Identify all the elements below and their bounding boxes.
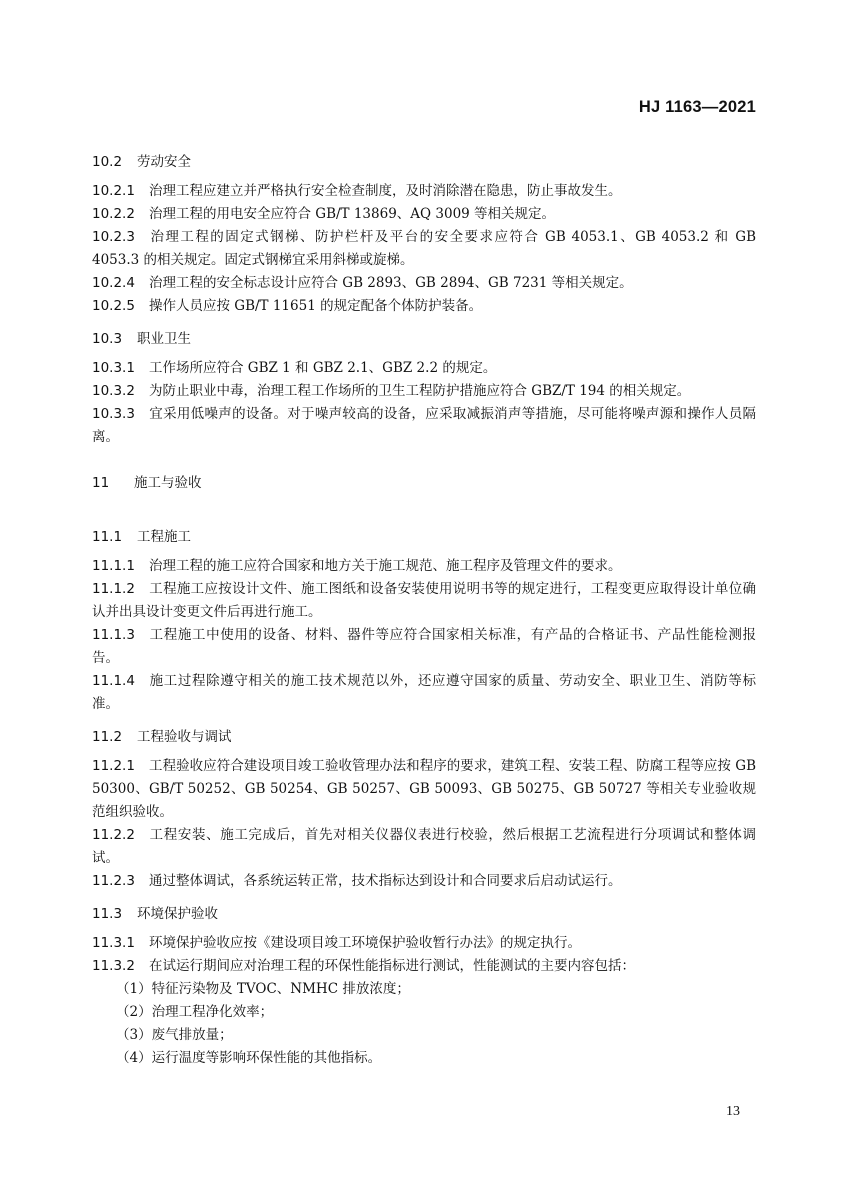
clause-text: 工程施工中使用的设备、材料、器件等应符合国家相关标准，有产品的合格证书、产品性能检测报告。 xyxy=(92,627,756,666)
clause-number: 10.2.3 xyxy=(92,229,135,245)
clause-text: 工程施工应按设计文件、施工图纸和设备安装使用说明书等的规定进行，工程变更应取得设计单位确认并出具设计变更文件后再进行施工。 xyxy=(92,581,756,620)
clause-text: 治理工程应建立并严格执行安全检查制度，及时消除潜在隐患，防止事故发生。 xyxy=(149,183,622,199)
clause-number: 11.1.1 xyxy=(92,558,135,574)
clause xyxy=(92,226,756,272)
clause xyxy=(92,555,756,578)
clause-text: 治理工程的施工应符合国家和地方关于施工规范、施工程序及管理文件的要求。 xyxy=(149,558,622,574)
list-item: （2）治理工程净化效率； xyxy=(116,1004,274,1020)
section-heading-10-2 xyxy=(92,150,756,174)
clause-text: 通过整体调试，各系统运转正常，技术指标达到设计和合同要求后启动试运行。 xyxy=(149,873,622,889)
clause-text: 宜采用低噪声的设备。对于噪声较高的设备，应采取减振消声等措施，尽可能将噪声源和操作人员隔离。 xyxy=(92,406,756,445)
clause-text: 在试运行期间应对治理工程的环保性能指标进行测试，性能测试的主要内容包括： xyxy=(149,958,635,974)
page-number: 13 xyxy=(726,1104,740,1119)
clause-text: 环境保护验收应按《建设项目竣工环境保护验收暂行办法》的规定执行。 xyxy=(149,935,581,951)
clause xyxy=(92,824,756,870)
clause xyxy=(92,272,756,295)
clause xyxy=(92,403,756,449)
clause xyxy=(92,380,756,403)
section-number: 10.2 xyxy=(92,154,123,170)
clause xyxy=(92,955,756,978)
section-number: 11.3 xyxy=(92,906,123,922)
section-title: 环境保护验收 xyxy=(137,906,218,922)
clause-text: 治理工程的固定式钢梯、防护栏杆及平台的安全要求应符合 GB 4053.1、GB 4053.2 和 GB 4053.3 的相关规定。固定式钢梯宜采用斜梯或旋梯。 xyxy=(92,229,756,268)
clause-number: 10.2.4 xyxy=(92,275,135,291)
section-title: 工程验收与调试 xyxy=(137,729,232,745)
list-item: （4）运行温度等影响环保性能的其他指标。 xyxy=(116,1050,382,1066)
clause-number: 10.2.1 xyxy=(92,183,135,199)
clause-number: 11.1.2 xyxy=(92,581,135,597)
clause-number: 10.3.3 xyxy=(92,406,135,422)
clause xyxy=(92,755,756,824)
clause-number: 11.3.2 xyxy=(92,958,135,974)
clause xyxy=(92,932,756,955)
list-item: （3）废气排放量； xyxy=(116,1027,233,1043)
clause-number: 11.2.3 xyxy=(92,873,135,889)
clause xyxy=(92,180,756,203)
section-number: 11.2 xyxy=(92,729,123,745)
chapter-number: 11 xyxy=(92,475,110,491)
clause-text: 为防止职业中毒，治理工程工作场所的卫生工程防护措施应符合 GBZ/T 194 的相关规定。 xyxy=(149,383,691,399)
clause-text: 操作人员应按 GB/T 11651 的规定配备个体防护装备。 xyxy=(149,298,483,314)
clause-number: 11.1.4 xyxy=(92,673,135,689)
clause xyxy=(92,203,756,226)
clause xyxy=(92,870,756,893)
clause xyxy=(92,670,756,716)
chapter-heading-11 xyxy=(92,471,756,495)
clause-number: 11.3.1 xyxy=(92,935,135,951)
clause-text: 工程验收应符合建设项目竣工验收管理办法和程序的要求，建筑工程、安装工程、防腐工程等应按 GB 50300、GB/T 50252、GB 50254、GB 50257、GB 50093、GB 50275、GB 50727 等相关专业验收规范组织验收。 xyxy=(92,758,756,820)
clause xyxy=(92,357,756,380)
page-content xyxy=(92,150,756,1070)
section-title: 劳动安全 xyxy=(137,154,191,170)
clause-text: 工作场所应符合 GBZ 1 和 GBZ 2.1、GBZ 2.2 的规定。 xyxy=(149,360,497,376)
section-title: 工程施工 xyxy=(137,529,191,545)
standard-code: HJ 1163—2021 xyxy=(638,98,756,116)
clause-number: 11.1.3 xyxy=(92,627,135,643)
clause-text: 治理工程的用电安全应符合 GB/T 13869、AQ 3009 等相关规定。 xyxy=(149,206,556,222)
section-number: 10.3 xyxy=(92,331,123,347)
list-item: （1）特征污染物及 TVOC、NMHC 排放浓度； xyxy=(116,981,410,997)
clause xyxy=(92,295,756,318)
clause-number: 11.2.2 xyxy=(92,827,135,843)
section-number: 11.1 xyxy=(92,529,123,545)
clause-number: 10.3.2 xyxy=(92,383,135,399)
clause-text: 工程安装、施工完成后，首先对相关仪器仪表进行校验，然后根据工艺流程进行分项调试和整体调试。 xyxy=(92,827,756,866)
clause-number: 10.2.2 xyxy=(92,206,135,222)
section-heading-11-3 xyxy=(92,902,756,926)
clause-text: 施工过程除遵守相关的施工技术规范以外，还应遵守国家的质量、劳动安全、职业卫生、消防等标准。 xyxy=(92,673,756,712)
section-heading-10-3 xyxy=(92,327,756,351)
chapter-title: 施工与验收 xyxy=(134,475,202,491)
clause-number: 11.2.1 xyxy=(92,758,135,774)
clause xyxy=(92,578,756,624)
section-heading-11-2 xyxy=(92,725,756,749)
clause-number: 10.3.1 xyxy=(92,360,135,376)
clause-text: 治理工程的安全标志设计应符合 GB 2893、GB 2894、GB 7231 等相关规定。 xyxy=(149,275,633,291)
section-heading-11-1 xyxy=(92,525,756,549)
section-title: 职业卫生 xyxy=(137,331,191,347)
clause xyxy=(92,624,756,670)
clause-number: 10.2.5 xyxy=(92,298,135,314)
